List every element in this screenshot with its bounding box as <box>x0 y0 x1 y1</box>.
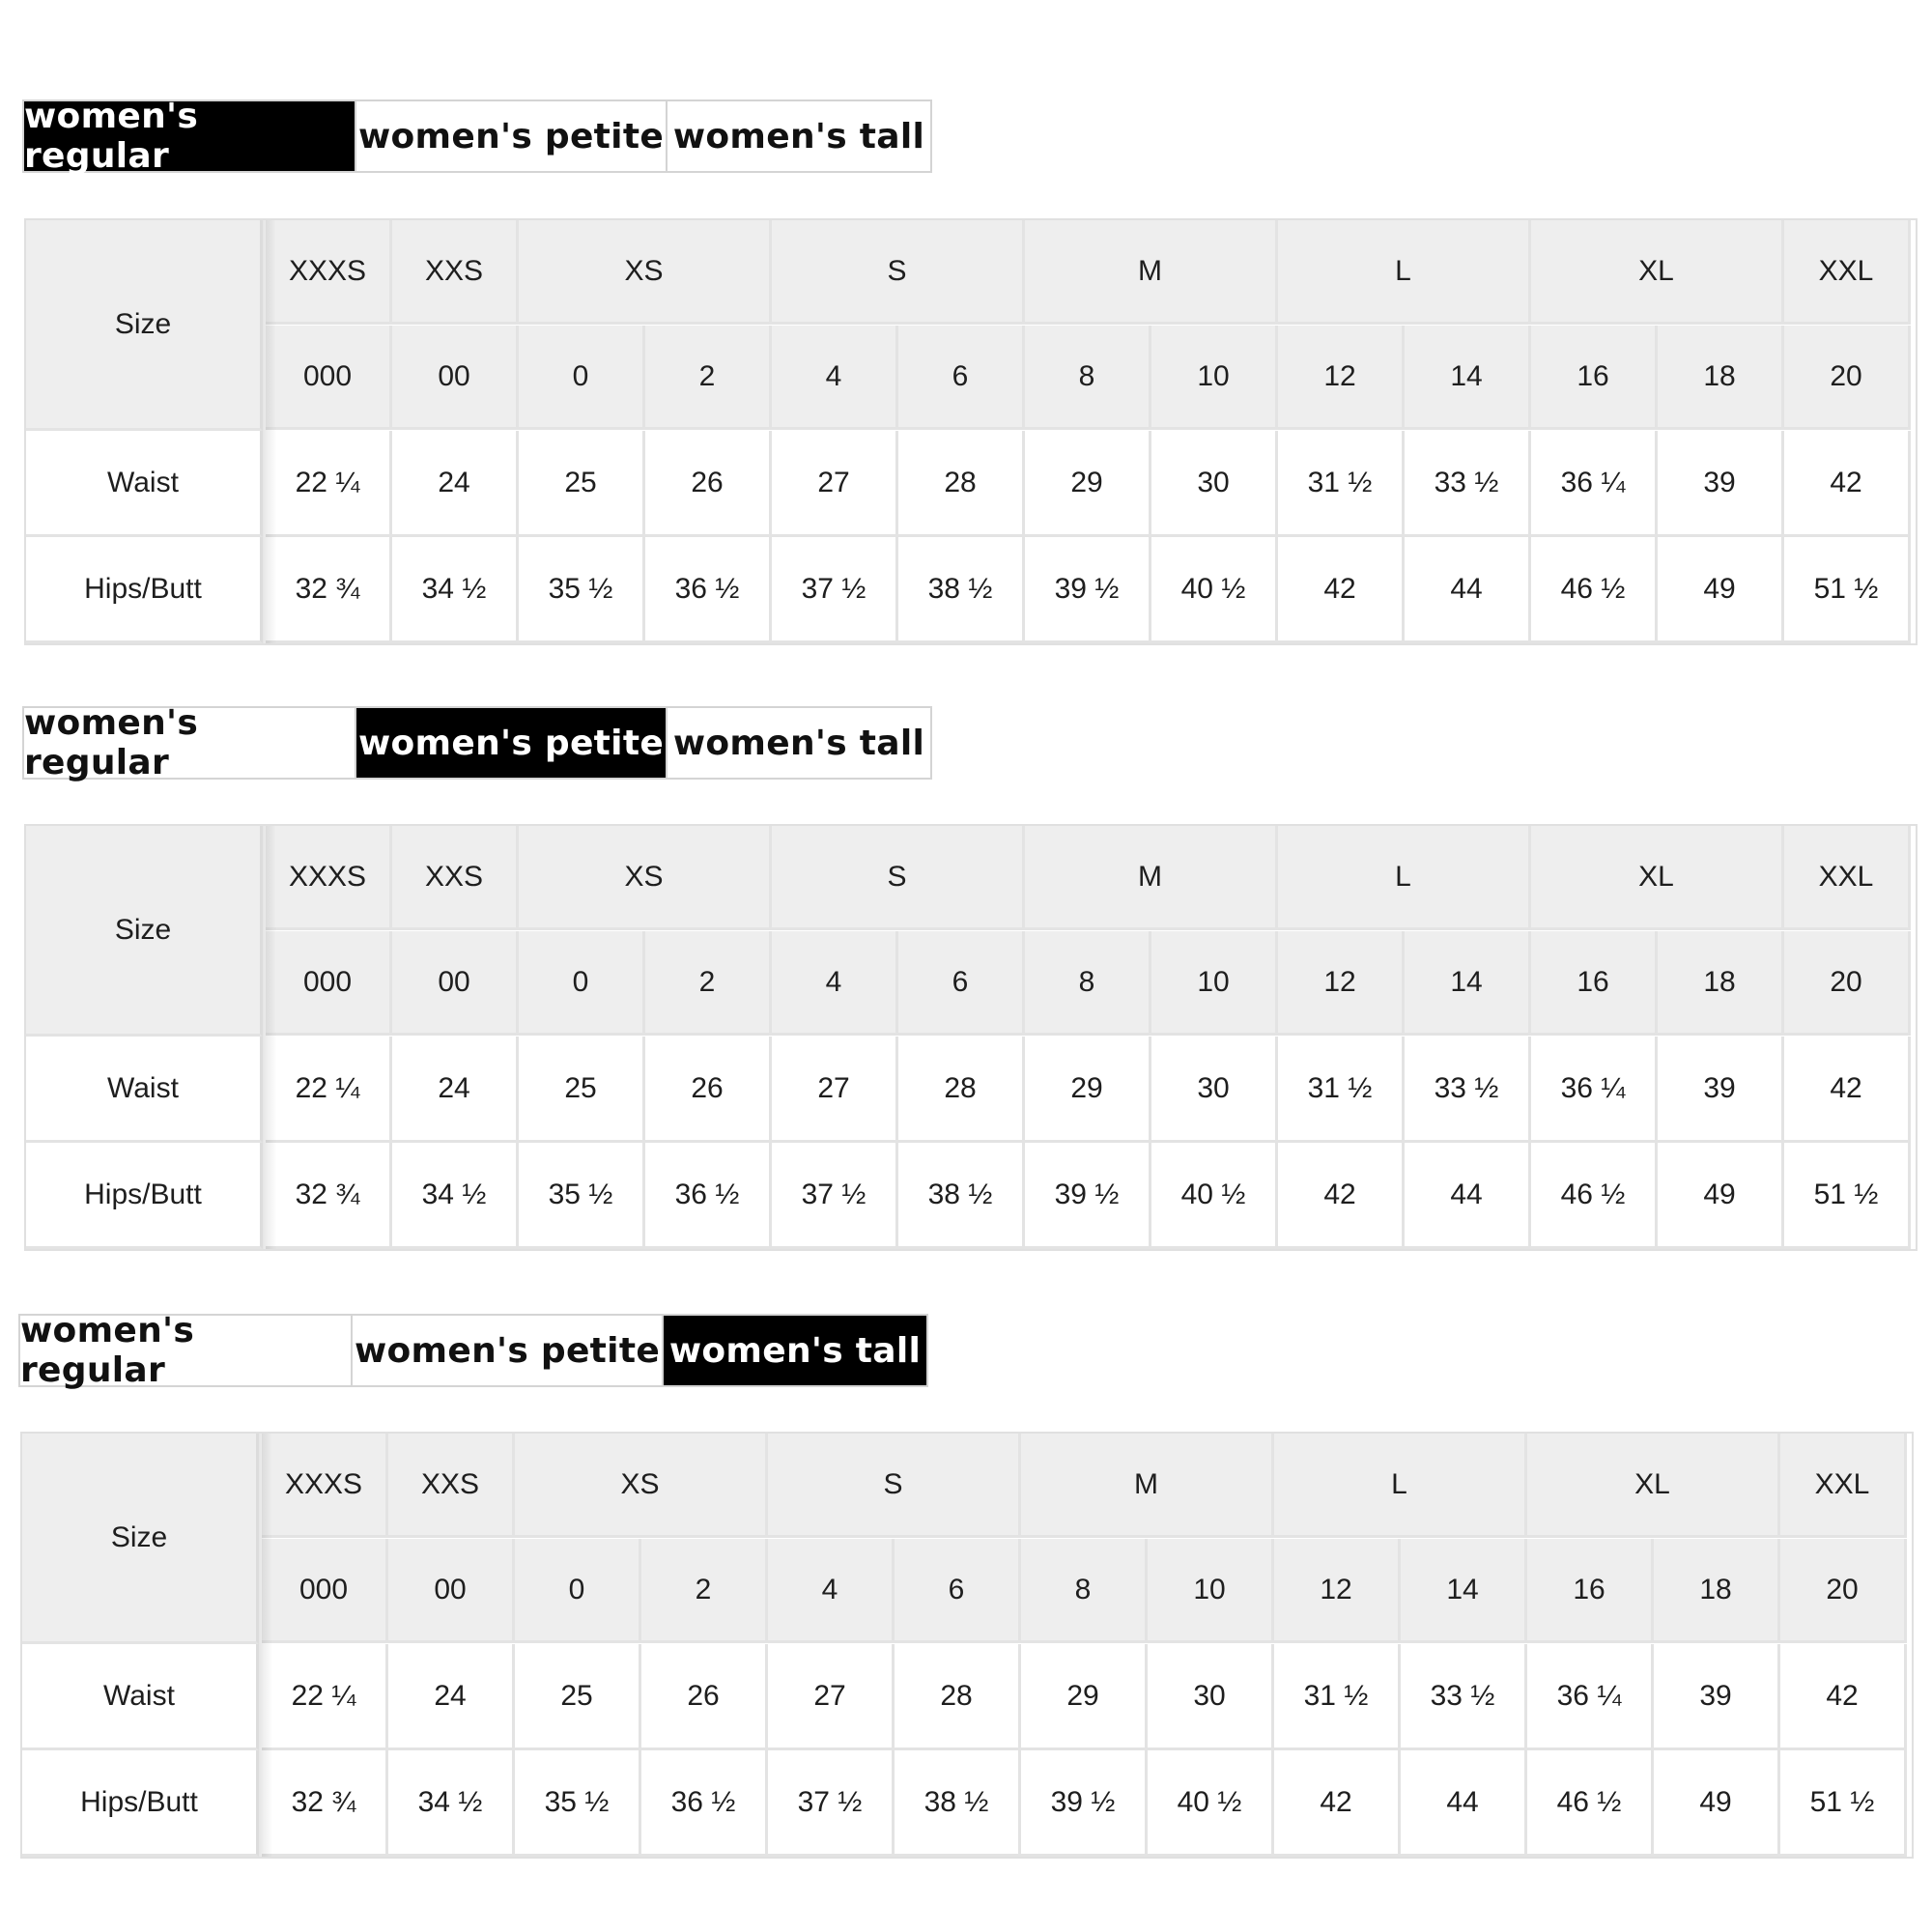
letter-size-cell: XS <box>515 1434 768 1538</box>
hips-cell: 49 <box>1658 537 1784 643</box>
hips-cell: 32 ¾ <box>262 1750 388 1857</box>
waist-cell: 25 <box>515 1644 641 1750</box>
hips-cell: 34 ½ <box>388 1750 515 1857</box>
tab-womens-regular[interactable]: women's regular <box>20 1316 353 1385</box>
letter-size-cell: XXS <box>388 1434 515 1538</box>
size-tabs <box>22 703 932 782</box>
numeric-size-cell: 00 <box>392 931 519 1036</box>
row-label-hips: Hips/Butt <box>22 1750 259 1857</box>
letter-size-cell: XXS <box>392 826 519 930</box>
hips-cell: 44 <box>1405 1143 1531 1249</box>
numeric-size-cell: 8 <box>1025 326 1151 430</box>
waist-row <box>26 1037 1916 1143</box>
hips-cell: 51 ½ <box>1784 537 1911 643</box>
row-label-hips: Hips/Butt <box>26 1143 263 1249</box>
numeric-size-cell: 10 <box>1148 1539 1274 1643</box>
letter-size-cell: XL <box>1531 826 1784 930</box>
numeric-size-cell: 14 <box>1401 1539 1527 1643</box>
waist-cell: 33 ½ <box>1405 431 1531 537</box>
hips-cell: 39 ½ <box>1021 1750 1148 1857</box>
letter-size-cell: S <box>768 1434 1021 1538</box>
hips-cell: 36 ½ <box>645 1143 772 1249</box>
waist-cell: 42 <box>1784 431 1911 537</box>
hips-row <box>26 537 1916 643</box>
letter-size-cell: XL <box>1527 1434 1780 1538</box>
hips-row <box>26 1143 1916 1249</box>
numeric-size-cell: 4 <box>768 1539 895 1643</box>
hips-cell: 35 ½ <box>519 537 645 643</box>
waist-cell: 29 <box>1021 1644 1148 1750</box>
numeric-size-cell: 8 <box>1021 1539 1148 1643</box>
waist-cell: 30 <box>1151 431 1278 537</box>
hips-cell: 42 <box>1278 1143 1405 1249</box>
hips-cell: 49 <box>1654 1750 1780 1857</box>
numeric-size-cell: 20 <box>1784 931 1911 1036</box>
hips-cell: 40 ½ <box>1151 537 1278 643</box>
hips-cell: 40 ½ <box>1148 1750 1274 1857</box>
numeric-size-cell: 0 <box>519 931 645 1036</box>
hips-cell: 51 ½ <box>1784 1143 1911 1249</box>
hips-cell: 44 <box>1401 1750 1527 1857</box>
hips-cell: 46 ½ <box>1527 1750 1654 1857</box>
letter-size-cell: S <box>772 220 1025 325</box>
numeric-size-cell: 8 <box>1025 931 1151 1036</box>
letter-size-cell: XS <box>519 826 772 930</box>
letter-size-cell: S <box>772 826 1025 930</box>
waist-cell: 27 <box>772 431 898 537</box>
numeric-size-cell: 2 <box>645 931 772 1036</box>
numeric-size-cell: 10 <box>1151 326 1278 430</box>
hips-cell: 39 ½ <box>1025 537 1151 643</box>
numeric-size-cell: 6 <box>898 326 1025 430</box>
waist-cell: 27 <box>772 1037 898 1143</box>
numeric-size-cell: 2 <box>641 1539 768 1643</box>
tab-womens-petite[interactable]: women's petite <box>353 1316 664 1385</box>
numeric-size-cell: 16 <box>1527 1539 1654 1643</box>
numeric-size-cell: 00 <box>392 326 519 430</box>
hips-cell: 42 <box>1278 537 1405 643</box>
hips-cell: 34 ½ <box>392 537 519 643</box>
letter-size-row <box>26 826 1916 930</box>
letter-size-cell: XXXS <box>266 220 392 325</box>
numeric-size-cell: 12 <box>1278 326 1405 430</box>
hips-cell: 32 ¾ <box>266 1143 392 1249</box>
numeric-size-cell: 14 <box>1405 326 1531 430</box>
letter-size-row <box>26 220 1916 325</box>
hips-cell: 36 ½ <box>645 537 772 643</box>
numeric-size-cell: 20 <box>1780 1539 1907 1643</box>
numeric-size-cell: 000 <box>266 931 392 1036</box>
numeric-size-cell: 20 <box>1784 326 1911 430</box>
letter-size-cell: L <box>1274 1434 1527 1538</box>
waist-cell: 24 <box>392 1037 519 1143</box>
letter-size-cell: XXL <box>1780 1434 1907 1538</box>
waist-cell: 36 ¼ <box>1527 1644 1654 1750</box>
tab-womens-regular[interactable]: women's regular <box>24 708 356 778</box>
waist-cell: 22 ¼ <box>266 431 392 537</box>
letter-size-row <box>22 1434 1912 1538</box>
hips-cell: 34 ½ <box>392 1143 519 1249</box>
waist-cell: 31 ½ <box>1278 1037 1405 1143</box>
waist-cell: 29 <box>1025 431 1151 537</box>
hips-cell: 38 ½ <box>895 1750 1021 1857</box>
hips-cell: 51 ½ <box>1780 1750 1907 1857</box>
numeric-size-cell: 12 <box>1274 1539 1401 1643</box>
hips-cell: 32 ¾ <box>266 537 392 643</box>
waist-cell: 39 <box>1658 1037 1784 1143</box>
numeric-size-cell: 6 <box>898 931 1025 1036</box>
numeric-size-cell: 4 <box>772 931 898 1036</box>
waist-cell: 28 <box>898 1037 1025 1143</box>
letter-size-cell: M <box>1025 826 1278 930</box>
numeric-size-row <box>26 326 1916 430</box>
letter-size-cell: M <box>1025 220 1278 325</box>
size-tabs <box>22 97 932 176</box>
waist-cell: 31 ½ <box>1278 431 1405 537</box>
numeric-size-cell: 16 <box>1531 931 1658 1036</box>
hips-cell: 35 ½ <box>519 1143 645 1249</box>
letter-size-cell: M <box>1021 1434 1274 1538</box>
tab-womens-tall[interactable]: women's tall <box>668 708 930 778</box>
numeric-size-cell: 00 <box>388 1539 515 1643</box>
numeric-size-cell: 16 <box>1531 326 1658 430</box>
row-label-size: Size <box>26 826 263 1037</box>
tab-womens-petite[interactable]: women's petite <box>356 101 668 171</box>
numeric-size-cell: 18 <box>1658 931 1784 1036</box>
hips-cell: 49 <box>1658 1143 1784 1249</box>
waist-cell: 27 <box>768 1644 895 1750</box>
tab-womens-tall[interactable]: women's tall <box>668 101 930 171</box>
letter-size-cell: L <box>1278 220 1531 325</box>
hips-cell: 37 ½ <box>768 1750 895 1857</box>
row-label-size: Size <box>26 220 263 431</box>
waist-cell: 24 <box>388 1644 515 1750</box>
waist-cell: 22 ¼ <box>266 1037 392 1143</box>
waist-cell: 42 <box>1784 1037 1911 1143</box>
letter-size-cell: L <box>1278 826 1531 930</box>
hips-cell: 42 <box>1274 1750 1401 1857</box>
numeric-size-cell: 000 <box>266 326 392 430</box>
size-table <box>20 1432 1914 1859</box>
letter-size-cell: XXXS <box>262 1434 388 1538</box>
hips-cell: 36 ½ <box>641 1750 768 1857</box>
numeric-size-cell: 12 <box>1278 931 1405 1036</box>
hips-cell: 39 ½ <box>1025 1143 1151 1249</box>
waist-cell: 22 ¼ <box>262 1644 388 1750</box>
waist-cell: 36 ¼ <box>1531 431 1658 537</box>
size-table <box>24 218 1918 645</box>
tab-womens-regular[interactable]: women's regular <box>24 101 356 171</box>
numeric-size-cell: 4 <box>772 326 898 430</box>
letter-size-cell: XXL <box>1784 220 1911 325</box>
waist-cell: 30 <box>1148 1644 1274 1750</box>
numeric-size-row <box>26 931 1916 1036</box>
hips-row <box>22 1750 1912 1857</box>
numeric-size-row <box>22 1539 1912 1643</box>
row-label-waist: Waist <box>22 1644 259 1750</box>
waist-row <box>22 1644 1912 1750</box>
letter-size-cell: XS <box>519 220 772 325</box>
letter-size-cell: XXL <box>1784 826 1911 930</box>
tab-womens-tall[interactable]: women's tall <box>664 1316 926 1385</box>
row-label-size: Size <box>22 1434 259 1644</box>
hips-cell: 44 <box>1405 537 1531 643</box>
waist-cell: 33 ½ <box>1405 1037 1531 1143</box>
row-label-waist: Waist <box>26 431 263 537</box>
hips-cell: 46 ½ <box>1531 537 1658 643</box>
numeric-size-cell: 14 <box>1405 931 1531 1036</box>
row-label-waist: Waist <box>26 1037 263 1143</box>
waist-cell: 39 <box>1658 431 1784 537</box>
waist-cell: 24 <box>392 431 519 537</box>
size-table <box>24 824 1918 1251</box>
hips-cell: 46 ½ <box>1531 1143 1658 1249</box>
waist-cell: 26 <box>641 1644 768 1750</box>
numeric-size-cell: 10 <box>1151 931 1278 1036</box>
hips-cell: 37 ½ <box>772 537 898 643</box>
waist-cell: 42 <box>1780 1644 1907 1750</box>
waist-cell: 31 ½ <box>1274 1644 1401 1750</box>
waist-cell: 28 <box>898 431 1025 537</box>
hips-cell: 35 ½ <box>515 1750 641 1857</box>
waist-cell: 39 <box>1654 1644 1780 1750</box>
letter-size-cell: XXXS <box>266 826 392 930</box>
letter-size-cell: XL <box>1531 220 1784 325</box>
waist-cell: 33 ½ <box>1401 1644 1527 1750</box>
numeric-size-cell: 2 <box>645 326 772 430</box>
numeric-size-cell: 0 <box>515 1539 641 1643</box>
waist-cell: 28 <box>895 1644 1021 1750</box>
waist-cell: 26 <box>645 1037 772 1143</box>
numeric-size-cell: 0 <box>519 326 645 430</box>
size-tabs <box>18 1311 928 1390</box>
waist-cell: 26 <box>645 431 772 537</box>
waist-cell: 25 <box>519 1037 645 1143</box>
waist-cell: 25 <box>519 431 645 537</box>
hips-cell: 38 ½ <box>898 1143 1025 1249</box>
waist-cell: 36 ¼ <box>1531 1037 1658 1143</box>
letter-size-cell: XXS <box>392 220 519 325</box>
numeric-size-cell: 6 <box>895 1539 1021 1643</box>
waist-cell: 30 <box>1151 1037 1278 1143</box>
tab-womens-petite[interactable]: women's petite <box>356 708 668 778</box>
hips-cell: 40 ½ <box>1151 1143 1278 1249</box>
numeric-size-cell: 18 <box>1658 326 1784 430</box>
row-label-hips: Hips/Butt <box>26 537 263 643</box>
hips-cell: 38 ½ <box>898 537 1025 643</box>
numeric-size-cell: 18 <box>1654 1539 1780 1643</box>
numeric-size-cell: 000 <box>262 1539 388 1643</box>
hips-cell: 37 ½ <box>772 1143 898 1249</box>
waist-cell: 29 <box>1025 1037 1151 1143</box>
waist-row <box>26 431 1916 537</box>
